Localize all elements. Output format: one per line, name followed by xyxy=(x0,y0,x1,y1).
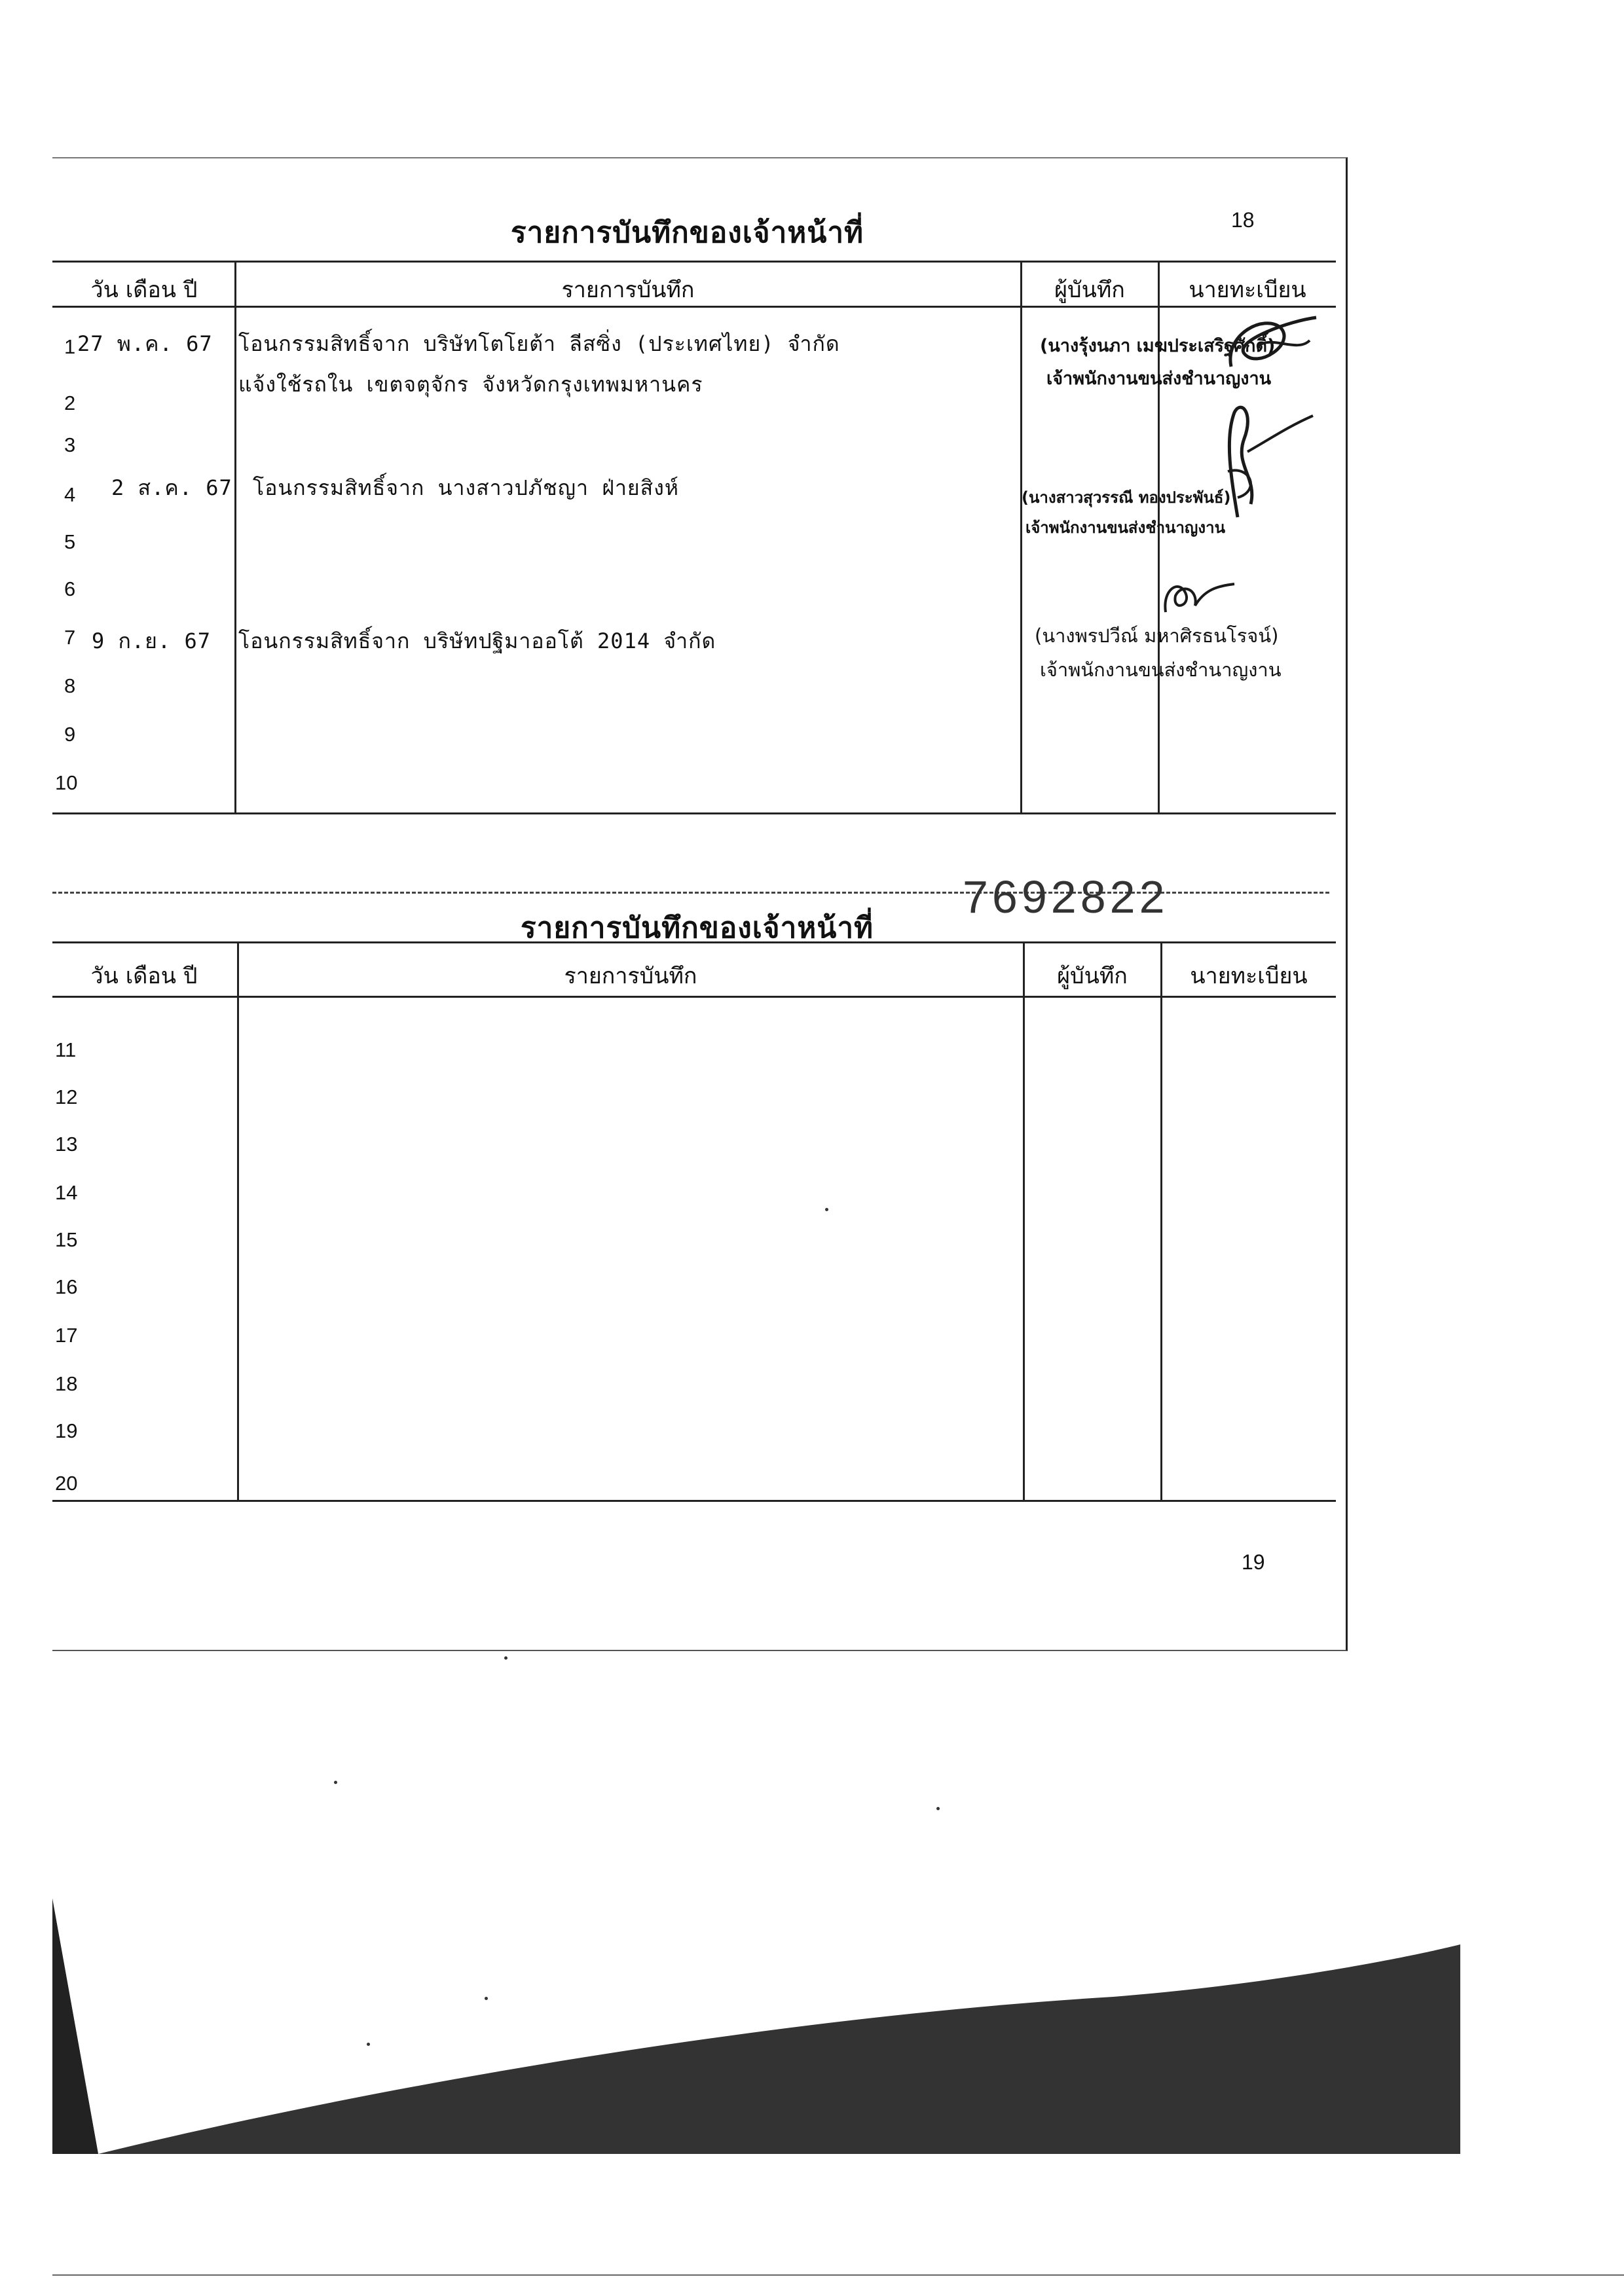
scan-speck xyxy=(936,1807,940,1810)
row-number: 11 xyxy=(55,1038,77,1061)
header-date: วัน เดือน ปี xyxy=(90,963,198,989)
header-registrar: นายทะเบียน xyxy=(1190,963,1308,989)
entry-text-line: โอนกรรมสิทธิ์จาก บริษัทโตโยต้า ลีสซิ่ง (ประเทศไทย) จำกัด xyxy=(238,331,840,356)
row-number: 5 xyxy=(64,530,76,553)
scan-speck xyxy=(485,1997,488,2000)
row-number: 12 xyxy=(55,1085,78,1108)
header-registrar: นายทะเบียน xyxy=(1189,277,1306,303)
row-number: 20 xyxy=(55,1472,78,1495)
scan-speck xyxy=(825,1208,828,1211)
recorder-name: (นางรุ้งนภา เมฆประเสริฐศักดิ์) xyxy=(1040,336,1276,356)
row-number: 2 xyxy=(64,392,76,414)
header-recorder: ผู้บันทึก xyxy=(1054,277,1125,303)
recorder-title: เจ้าพนักงานขนส่งชำนาญงาน xyxy=(1040,659,1282,681)
row-number: 18 xyxy=(55,1372,78,1395)
entry-date: 2 ส.ค. 67 xyxy=(111,475,232,500)
header-entry: รายการบันทึก xyxy=(561,277,695,303)
row-number: 8 xyxy=(64,674,76,697)
row-number: 19 xyxy=(55,1419,78,1442)
entry-text-line: โอนกรรมสิทธิ์จาก นางสาวปภัชญา ฝ่ายสิงห์ xyxy=(253,475,679,500)
bottom-form-title: รายการบันทึกของเจ้าหน้าที่ xyxy=(521,911,874,945)
scan-speck xyxy=(367,2043,370,2046)
row-number: 10 xyxy=(55,771,78,794)
row-number: 9 xyxy=(64,723,76,746)
header-recorder: ผู้บันทึก xyxy=(1057,963,1128,989)
row-number: 7 xyxy=(64,626,76,649)
top-page-number: 18 xyxy=(1231,208,1255,232)
row-number: 6 xyxy=(64,577,76,600)
recorder-name: (นางสาวสุวรรณี ทองประพันธ์) xyxy=(1022,488,1231,507)
recorder-title: เจ้าพนักงานขนส่งชำนาญงาน xyxy=(1025,519,1225,537)
header-entry: รายการบันทึก xyxy=(564,963,697,989)
row-number: 4 xyxy=(64,483,76,506)
entry-text-line: แจ้งใช้รถใน เขตจตุจักร จังหวัดกรุงเทพมหานคร xyxy=(238,372,703,397)
row-number: 1 xyxy=(64,335,76,358)
header-date: วัน เดือน ปี xyxy=(90,277,198,303)
serial-number: 7692822 xyxy=(963,871,1169,922)
top-form-title: รายการบันทึกของเจ้าหน้าที่ xyxy=(511,216,864,249)
recorder-title: เจ้าพนักงานขนส่งชำนาญงาน xyxy=(1046,369,1272,389)
row-number: 13 xyxy=(55,1133,78,1156)
row-number: 16 xyxy=(55,1275,78,1298)
recorder-name: (นางพรปวีณ์ มหาศิรธนโรจน์) xyxy=(1035,625,1279,647)
entry-text-line: โอนกรรมสิทธิ์จาก บริษัทปฐิมาออโต้ 2014 จำกัด xyxy=(238,629,716,653)
entry-date: 27 พ.ค. 67 xyxy=(77,331,213,356)
scan-speck xyxy=(504,1656,507,1660)
bottom-page-number: 19 xyxy=(1242,1550,1265,1574)
row-number: 14 xyxy=(55,1181,78,1204)
row-number: 17 xyxy=(55,1324,78,1347)
entry-date: 9 ก.ย. 67 xyxy=(92,629,211,653)
row-number: 15 xyxy=(55,1228,78,1251)
row-number: 3 xyxy=(64,433,76,456)
scan-speck xyxy=(334,1781,337,1784)
